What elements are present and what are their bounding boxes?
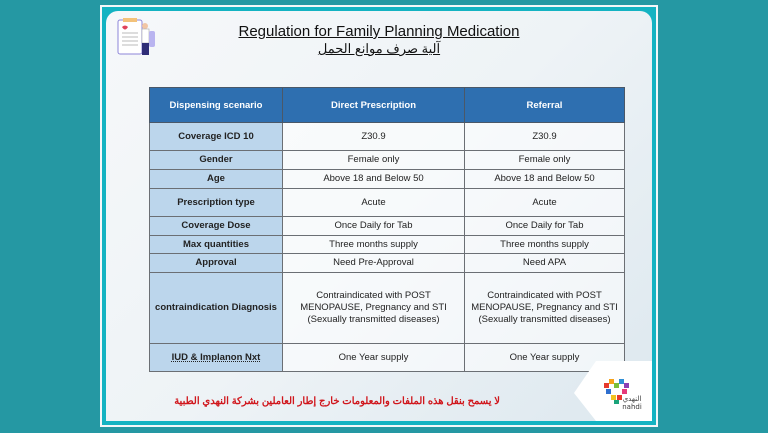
logo-latin-text: nahdi	[622, 403, 642, 411]
regulation-table	[149, 87, 625, 372]
referral-cell: Contraindicated with POST MENOPAUSE, Pregnancy and STI (Sexually transmitted diseases)	[465, 273, 625, 344]
row-label: Approval	[150, 254, 283, 273]
direct-cell: Acute	[283, 189, 465, 217]
referral-cell: Once Daily for Tab	[465, 217, 625, 236]
table-row	[150, 236, 625, 254]
referral-cell: Above 18 and Below 50	[465, 170, 625, 189]
table-row	[150, 273, 625, 344]
row-label: Coverage ICD 10	[150, 123, 283, 151]
row-label: IUD & Implanon Nxt	[150, 344, 283, 372]
direct-cell: One Year supply	[283, 344, 465, 372]
row-label: Prescription type	[150, 189, 283, 217]
row-label: Gender	[150, 151, 283, 170]
row-label: Coverage Dose	[150, 217, 283, 236]
direct-cell: Contraindicated with POST MENOPAUSE, Pregnancy and STI (Sexually transmitted diseases)	[283, 273, 465, 344]
row-label: Age	[150, 170, 283, 189]
table-row	[150, 217, 625, 236]
table-row	[150, 344, 625, 372]
table-row	[150, 170, 625, 189]
slide-frame	[100, 5, 658, 427]
referral-cell: Z30.9	[465, 123, 625, 151]
referral-cell: Three months supply	[465, 236, 625, 254]
direct-cell: Z30.9	[283, 123, 465, 151]
referral-cell: One Year supply	[465, 344, 625, 372]
table-row	[150, 254, 625, 273]
table-header-row	[150, 88, 625, 123]
logo-arabic-text: النهدي	[622, 395, 642, 403]
referral-cell: Acute	[465, 189, 625, 217]
page-subtitle-text: آلية صرف موانع الحمل	[317, 41, 441, 56]
direct-cell: Above 18 and Below 50	[283, 170, 465, 189]
page-subtitle-arabic	[106, 41, 652, 57]
referral-cell: Need APA	[465, 254, 625, 273]
row-label: Max quantities	[150, 236, 283, 254]
direct-cell: Three months supply	[283, 236, 465, 254]
confidentiality-notice: لا يسمح بنقل هذه الملفات والمعلومات خارج إطار العاملين بشركة النهدي الطبية	[174, 396, 500, 407]
nahdi-logo	[574, 361, 652, 421]
direct-cell: Need Pre-Approval	[283, 254, 465, 273]
slide-panel	[106, 11, 652, 421]
column-header: Referral	[465, 88, 625, 123]
table-row	[150, 151, 625, 170]
direct-cell: Once Daily for Tab	[283, 217, 465, 236]
column-header: Direct Prescription	[283, 88, 465, 123]
page-title	[106, 23, 652, 40]
referral-cell: Female only	[465, 151, 625, 170]
table-row	[150, 123, 625, 151]
direct-cell: Female only	[283, 151, 465, 170]
page-title-text: Regulation for Family Planning Medication	[238, 23, 520, 40]
table-row	[150, 189, 625, 217]
row-label: contraindication Diagnosis	[150, 273, 283, 344]
column-header: Dispensing scenario	[150, 88, 283, 123]
